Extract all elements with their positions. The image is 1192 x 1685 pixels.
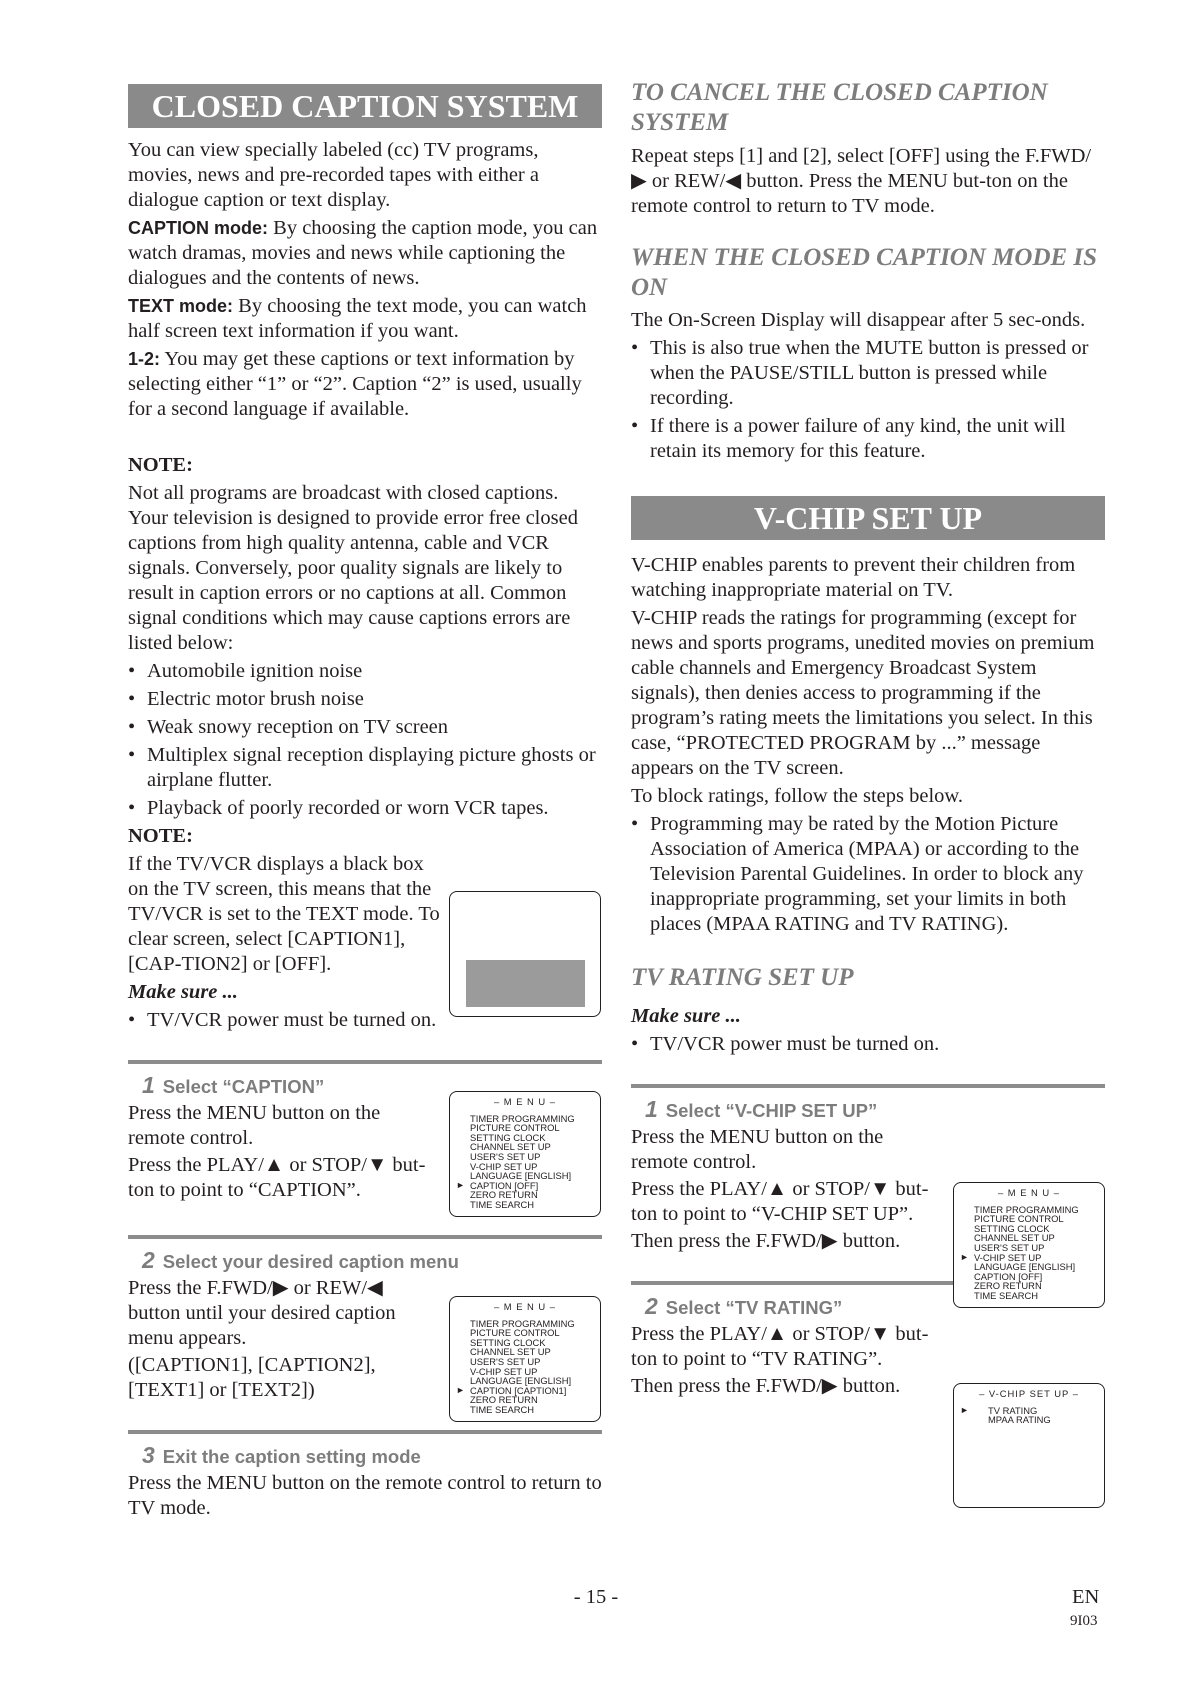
step3-text1: Press the MENU button on the remote control to return to TV mode. xyxy=(128,1472,602,1519)
tv-rating-heading: TV RATING SET UP xyxy=(631,964,854,991)
menu-item: TIMER PROGRAMMING xyxy=(470,1317,575,1329)
caption-mode-text: By choosing the caption mode, you can watch dramas, movies and news while captioning the dialogues and the contents of news. xyxy=(128,217,598,289)
step-number: 3 xyxy=(142,1442,155,1468)
menu-item: ZERO RETURN xyxy=(974,1280,1042,1292)
language-code: EN xyxy=(1072,1586,1100,1608)
when-on-text: The On-Screen Display will disappear after 5 sec-onds. xyxy=(631,309,1086,331)
step2-heading xyxy=(142,1247,602,1274)
menu-item: TIMER PROGRAMMING xyxy=(470,1112,575,1124)
menu-item: USER'S SET UP xyxy=(470,1355,541,1367)
text-mode-text: By choosing the text mode, you can watch half screen text information if you want. xyxy=(128,295,587,342)
menu-item: TIME SEARCH xyxy=(974,1289,1039,1301)
menu-item: V-CHIP SET UP xyxy=(470,1365,538,1377)
menu-item: LANGUAGE [ENGLISH] xyxy=(974,1261,1076,1273)
one-two-label: 1-2: xyxy=(128,349,161,369)
menu-screen-2 xyxy=(449,1296,601,1422)
step3-heading xyxy=(142,1442,602,1469)
menu-item: TIME SEARCH xyxy=(470,1198,535,1210)
make-sure-heading: Make sure ... xyxy=(631,1005,741,1027)
menu-item-label: CAPTION [CAPTION1] xyxy=(470,1384,567,1396)
menu-item-label: V-CHIP SET UP xyxy=(974,1251,1042,1263)
menu-item: PICTURE CONTROL xyxy=(470,1327,560,1339)
pointer-arrow-icon: ► xyxy=(456,1179,465,1190)
menu-item: MPAA RATING xyxy=(988,1414,1051,1426)
list-item: • Weak snowy reception on TV screen xyxy=(128,715,602,740)
menu-item: PICTURE CONTROL xyxy=(470,1122,560,1134)
menu-item: SETTING CLOCK xyxy=(974,1222,1050,1234)
menu-item: USER'S SET UP xyxy=(470,1150,541,1162)
list-item: • Playback of poorly recorded or worn VCR tapes. xyxy=(128,796,602,821)
step-number: 1 xyxy=(142,1072,155,1098)
note2-text: If the TV/VCR displays a black box on the TV screen, this means that the TV/VCR is set to the TEXT mode. To clear screen, select [CAPTION1], [CAP-TION2] or [OFF]. xyxy=(128,853,440,975)
menu-item: LANGUAGE [ENGLISH] xyxy=(470,1375,572,1387)
menu-item: USER'S SET UP xyxy=(974,1241,1045,1253)
step2-text2: ([CAPTION1], [CAPTION2], [TEXT1] or [TEXT2]) xyxy=(128,1354,376,1401)
closed-caption-banner: CLOSED CAPTION SYSTEM xyxy=(128,84,602,128)
intro-paragraph: You can view specially labeled (cc) TV programs, movies, news and pre-recorded tapes with either a dialogue caption or text display. xyxy=(128,139,539,211)
vchip-step2-text1: Press the PLAY/▲ or STOP/▼ but-ton to point to “TV RATING”. xyxy=(631,1323,929,1370)
step-number: 2 xyxy=(142,1247,155,1273)
menu-title: – M E N U – xyxy=(493,1301,557,1312)
note1-heading: NOTE: xyxy=(128,454,193,476)
list-item: • Multiplex signal reception displaying picture ghosts or airplane flutter. xyxy=(128,743,602,793)
menu-item-label: CAPTION [OFF] xyxy=(470,1179,539,1191)
step-divider xyxy=(631,1084,1105,1088)
caption-mode-label: CAPTION mode: xyxy=(128,218,269,238)
menu-title: – M E N U – xyxy=(493,1096,557,1107)
one-two-text: You may get these captions or text information by selecting either “1” or “2”. Caption “2” is used, usually for a second language if available. xyxy=(128,348,582,420)
pointer-arrow-icon: ► xyxy=(960,1251,969,1262)
when-on-bullet-list xyxy=(631,336,1105,464)
pointer-arrow-icon: ► xyxy=(456,1384,465,1395)
vchip-step2-text2: Then press the F.FWD/▶ button. xyxy=(631,1375,901,1397)
cancel-text: Repeat steps [1] and [2], select [OFF] using the F.FWD/▶ or REW/◀ button. Press the MENU but-ton on the remote control to return to TV mode. xyxy=(631,145,1092,217)
step-title: Select your desired caption menu xyxy=(162,1251,459,1272)
list-item: • This is also true when the MUTE button is pressed or when the PAUSE/STILL button is pressed while recording. xyxy=(631,336,1105,411)
text-mode-label: TEXT mode: xyxy=(128,296,234,316)
cancel-heading: TO CANCEL THE CLOSED CAPTION SYSTEM xyxy=(631,79,1048,136)
vchip-bullet: • Programming may be rated by the Motion Picture Association of America (MPAA) or according to the Television Parental Guidelines. In order to block any inappropriate programming, set your limits in both places (MPAA RATING and TV RATING). xyxy=(631,812,1105,937)
menu-item-label: TV RATING xyxy=(988,1404,1038,1416)
menu-item: TIMER PROGRAMMING xyxy=(974,1203,1079,1215)
step-title: Select “CAPTION” xyxy=(162,1076,325,1097)
one-two-paragraph xyxy=(128,347,602,422)
step2-text1: Press the F.FWD/▶ or REW/◀ button until your desired caption menu appears. xyxy=(128,1277,396,1349)
menu-item: LANGUAGE [ENGLISH] xyxy=(470,1170,572,1182)
menu-item: CHANNEL SET UP xyxy=(470,1346,551,1358)
list-item: • Automobile ignition noise xyxy=(128,659,602,684)
step-divider xyxy=(128,1235,602,1239)
menu-item: SETTING CLOCK xyxy=(470,1336,546,1348)
vchip-banner: V-CHIP SET UP xyxy=(631,496,1105,540)
list-item: • If there is a power failure of any kind, the unit will retain its memory for this feature. xyxy=(631,414,1105,464)
menu-item: TIME SEARCH xyxy=(470,1403,535,1415)
when-on-heading: WHEN THE CLOSED CAPTION MODE IS ON xyxy=(631,244,1098,301)
list-item: • Electric motor brush noise xyxy=(128,687,602,712)
vchip-block-text: To block ratings, follow the steps below. xyxy=(631,785,964,807)
step-number: 1 xyxy=(645,1096,658,1122)
pointer-arrow-icon: ► xyxy=(960,1404,969,1415)
menu-screen-1 xyxy=(449,1091,601,1217)
step-title: Select “TV RATING” xyxy=(665,1297,843,1318)
vchip-step1-heading xyxy=(645,1096,1105,1123)
menu-item: CHANNEL SET UP xyxy=(974,1232,1055,1244)
menu-item: PICTURE CONTROL xyxy=(974,1213,1064,1225)
make-sure-heading: Make sure ... xyxy=(128,981,238,1003)
step-divider xyxy=(128,1060,602,1064)
menu-screen-3 xyxy=(953,1182,1105,1308)
menu-item: V-CHIP SET UP xyxy=(470,1160,538,1172)
document-code: 9I03 xyxy=(1070,1613,1098,1629)
vchip-intro: V-CHIP enables parents to prevent their children from watching inappropriate material on TV. xyxy=(631,554,1076,601)
step3-section xyxy=(128,1430,602,1521)
make-sure-bullet: • TV/VCR power must be turned on. xyxy=(128,1008,602,1033)
caption-mode-paragraph xyxy=(128,216,602,291)
menu-title: – M E N U – xyxy=(997,1187,1061,1198)
step-number: 2 xyxy=(645,1293,658,1319)
note1-bullet-list xyxy=(128,659,602,821)
menu-item: CHANNEL SET UP xyxy=(470,1141,551,1153)
vchip-menu-screen xyxy=(953,1383,1105,1508)
menu-title: – V-CHIP SET UP – xyxy=(979,1388,1079,1399)
vchip-description: V-CHIP reads the ratings for programming (except for news and sports programs, unedited movies on premium cable channels and Emergency Broadcast System signals), then denies access to programming if the program’s rating meets the limitations you select. In this case, “PROTECTED PROGRAM by ...” message appears on the TV screen. xyxy=(631,607,1095,779)
step-title: Exit the caption setting mode xyxy=(162,1446,421,1467)
menu-item: SETTING CLOCK xyxy=(470,1131,546,1143)
note1-text: Not all programs are broadcast with closed captions. Your television is designed to provide error free closed captions from high quality antenna, cable and VCR signals. Conversely, poor quality signals are likely to result in caption errors or no captions at all. Common signal conditions which may cause captions errors are listed below: xyxy=(128,482,578,654)
make-sure-bullet: • TV/VCR power must be turned on. xyxy=(631,1032,1105,1057)
vchip-step1-text3: Then press the F.FWD/▶ button. xyxy=(631,1230,901,1252)
vchip-step1-text2: Press the PLAY/▲ or STOP/▼ but-ton to point to “V-CHIP SET UP”. xyxy=(631,1178,929,1225)
step-title: Select “V-CHIP SET UP” xyxy=(665,1100,878,1121)
note2-heading: NOTE: xyxy=(128,825,193,847)
page-number: - 15 - xyxy=(573,1586,619,1608)
step1-text2: Press the PLAY/▲ or STOP/▼ but-ton to point to “CAPTION”. xyxy=(128,1154,426,1201)
step-divider xyxy=(128,1430,602,1434)
step1-text1: Press the MENU button on the remote control. xyxy=(128,1102,381,1149)
menu-item: ZERO RETURN xyxy=(470,1189,538,1201)
vchip-step1-text1: Press the MENU button on the remote control. xyxy=(631,1126,884,1173)
tv-screen-text-mode xyxy=(449,891,601,1017)
menu-item: ZERO RETURN xyxy=(470,1394,538,1406)
text-mode-paragraph xyxy=(128,294,602,344)
menu-item: CAPTION [OFF] xyxy=(974,1270,1043,1282)
text-box-area xyxy=(466,960,585,1007)
